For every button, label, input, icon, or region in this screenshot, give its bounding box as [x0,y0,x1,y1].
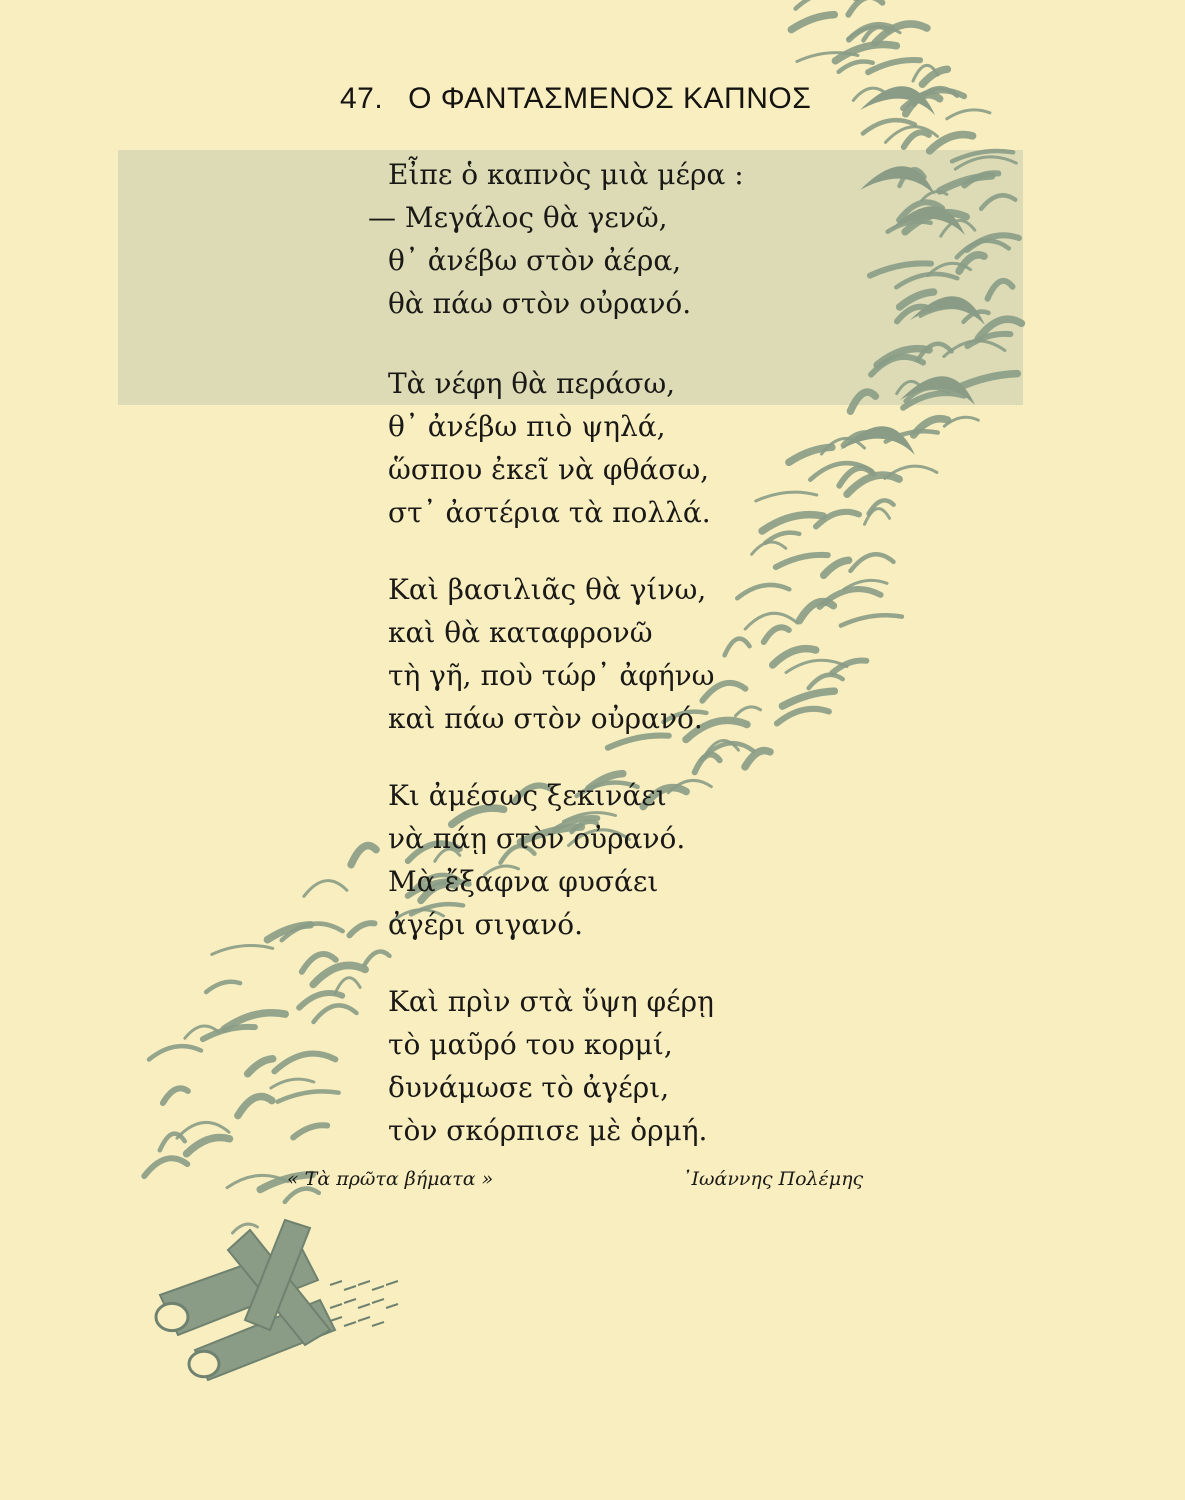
smoke-stroke [293,1125,327,1137]
ember-mark [372,1286,384,1290]
smoke-stroke [206,982,240,992]
smoke-stroke [274,1054,335,1072]
ember-mark [330,1317,342,1321]
verse-line: ὥσπου ἐκεῖ νὰ φθάσω, [388,453,710,486]
smoke-stroke [868,60,920,72]
page-title [340,82,811,116]
smoke-stroke [848,0,882,15]
smoke-curl [860,166,935,195]
smoke-stroke [752,542,786,554]
smoke-stroke [248,1059,273,1074]
verse-line: στ᾽ ἀστέρια τὰ πολλά. [388,496,711,529]
verse-line: ἀγέρι σιγανό. [388,908,584,941]
smoke-stroke [163,1088,188,1103]
poem-title: Ο ΦΑΝΤΑΣΜΕΝΟΣ ΚΑΠΝΟΣ [408,82,812,115]
smoke-stroke [335,978,360,994]
smoke-stroke [988,281,1013,299]
smoke-stroke [160,1134,185,1151]
verse-line: θ᾽ ἀνέβω πιὸ ψηλά, [388,410,666,443]
ember-mark [386,1281,398,1285]
verse-line: τὸν σκόρπισε μὲ ὁρμή. [388,1114,708,1147]
verse-line: καὶ πάω στὸν οὐρανό. [388,702,703,735]
poem-number: 47. [340,82,384,115]
stanza-5 [388,980,714,1152]
verse-line: θ᾽ ἀνέβω στὸν ἀέρα, [388,244,682,277]
smoke-stroke [776,555,828,567]
smoke-stroke [238,1096,272,1115]
smoke-stroke [149,1046,201,1059]
smoke-curl [910,296,985,325]
verse-line: δυνάμωσε τὸ ἀγέρι, [388,1071,670,1104]
smoke-stroke [799,602,833,621]
log-end [189,1351,219,1377]
smoke-stroke [271,1079,314,1088]
verse-line: Τὰ νέφη θὰ περάσω, [388,367,676,400]
smoke-stroke [745,751,770,767]
stanza-2 [388,362,711,534]
source-citation: « Τὰ πρῶτα βήματα » [287,1168,494,1190]
ember-mark [358,1304,370,1308]
smoke-stroke [777,709,829,724]
smoke-stroke [304,881,347,897]
smoke-stroke [869,500,894,513]
verse-line: Καὶ βασιλιᾶς θὰ γίνω, [388,573,707,606]
smoke-curl [860,86,935,115]
smoke-stroke [824,560,849,575]
ember-mark [372,1299,384,1303]
smoke-stroke [212,945,273,954]
smoke-stroke [736,707,761,716]
smoke-stroke [841,615,902,625]
ember-mark [358,1281,370,1285]
smoke-stroke [851,554,894,571]
verse-line: τὴ γῆ, ποὺ τώρ᾽ ἀφήνω [388,659,715,692]
smoke-stroke [187,1137,230,1153]
burning-logs-icon [156,1220,398,1380]
smoke-stroke [745,613,797,629]
verse-line: — Μεγάλος θὰ γενῶ, [368,201,668,234]
smoke-stroke [850,392,875,411]
ember-mark [330,1304,342,1308]
stanza-4 [388,774,685,946]
stanza-3 [388,568,714,740]
verse-line: Καὶ πρὶν στὰ ὕψη φέρῃ [388,985,714,1018]
smoke-stroke [737,585,789,598]
smoke-stroke [144,1158,187,1176]
verse-line: νὰ πάῃ στὸν οὐρανό. [388,822,686,855]
smoke-stroke [847,475,899,494]
verse-line: θὰ πάω στὸν οὐρανό. [388,287,692,320]
smoke-stroke [904,132,929,147]
verse-line: καὶ θὰ καταφρονῶ [388,616,653,649]
smoke-stroke [756,492,817,501]
smoke-stroke [796,0,857,9]
smoke-stroke [782,691,834,706]
ember-mark [344,1299,356,1303]
smoke-stroke [956,374,1017,389]
verse-line: Εἶπε ὁ καπνὸς μιὰ μέρα : [388,158,744,191]
smoke-stroke [351,846,376,865]
smoke-stroke [365,952,390,965]
smoke-stroke [285,1189,319,1202]
ember-mark [372,1322,384,1326]
smoke-stroke [764,627,789,642]
smoke-stroke [314,1005,357,1022]
smoke-stroke [765,533,799,543]
smoke-stroke [278,1091,339,1101]
verse-line: Μὰ ἔξαφνα φυσάει [388,865,659,898]
smoke-stroke [350,923,375,935]
log-end [156,1303,188,1330]
smoke-curl [840,426,915,455]
verse-line: τὸ μαῦρό του κορμί, [388,1028,673,1061]
smoke-stroke [791,15,834,30]
smoke-stroke [809,675,843,688]
ember-mark [330,1281,342,1285]
ember-mark [344,1322,356,1326]
verse-line: Κι ἀμέσως ξεκινάει [388,779,667,812]
smoke-stroke [233,1224,258,1233]
ember-mark [386,1304,398,1308]
smoke-stroke [981,195,1015,208]
stanza-1 [368,153,744,325]
author-name: ᾽Ιωάννης Πολέμης [682,1168,864,1190]
smoke-stroke [947,110,990,119]
smoke-stroke [725,639,750,656]
ember-mark [358,1317,370,1321]
ember-mark [344,1286,356,1290]
